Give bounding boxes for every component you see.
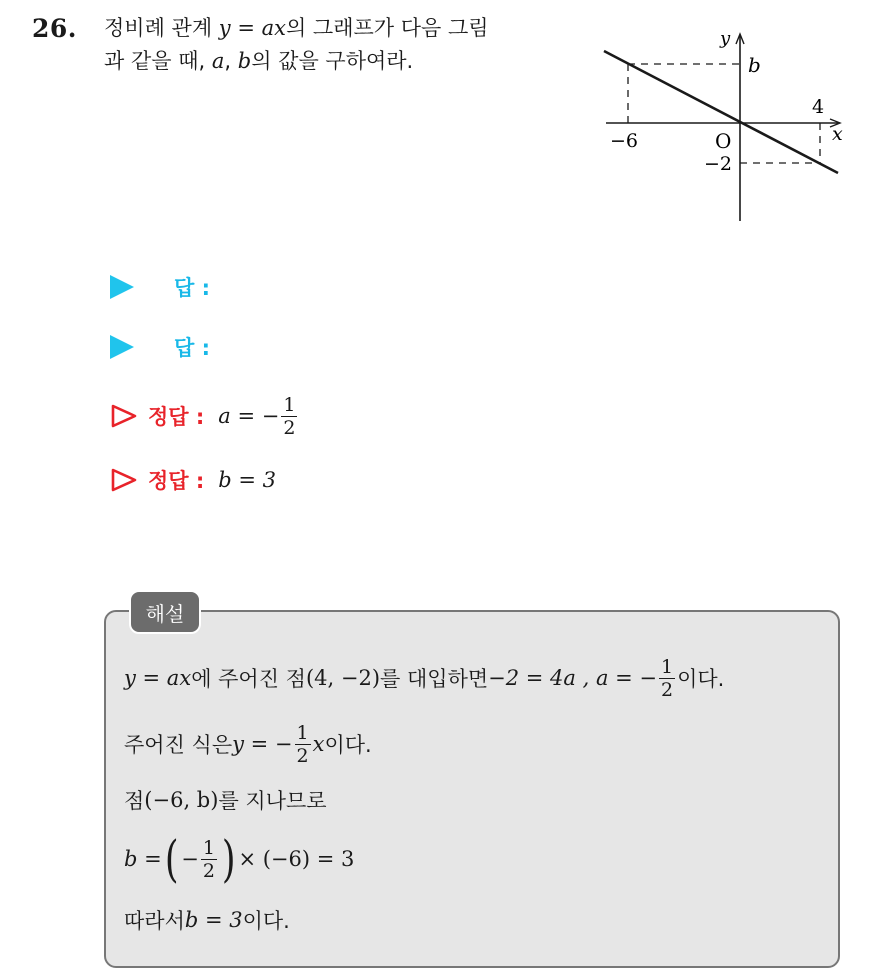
origin-label: O — [715, 129, 732, 153]
outline-arrow-icon — [110, 467, 138, 493]
y-neg-label: −2 — [704, 153, 733, 175]
explanation-tab: 해설 — [129, 590, 201, 634]
x-pos-label: 4 — [812, 96, 825, 118]
answer-label: 답 : — [174, 276, 210, 300]
correct-label: 정답 : — [148, 469, 205, 493]
fraction: $\frac{1}{2}$ — [296, 721, 309, 767]
question-line-2: 과 같을 때, a, b의 값을 구하여라. — [104, 49, 414, 73]
proportion-graph — [596, 26, 856, 226]
x-axis-label: x — [832, 123, 843, 145]
correct-answer-a: a = − $\frac{1}{2}$ — [218, 393, 296, 439]
fraction: $\frac{1}{2}$ — [202, 836, 215, 882]
x-neg-label: −6 — [610, 130, 639, 152]
answer-label: 답 : — [174, 336, 210, 360]
y-axis-label: y — [720, 28, 731, 49]
correct-answer-row-2 — [110, 460, 276, 500]
outline-arrow-icon — [110, 403, 138, 429]
answer-row-1 — [110, 267, 210, 307]
question-number: 26. — [32, 14, 77, 43]
explanation-line-2: 주어진 식은 y = − $\frac{1}{2}$ x 이다. — [124, 721, 372, 767]
question-text — [104, 12, 574, 78]
explanation-line-5: 따라서 b = 3 이다. — [124, 908, 290, 933]
correct-answer-row-1 — [110, 390, 299, 442]
correct-answer-b: b = 3 — [218, 468, 277, 492]
correct-label: 정답 : — [148, 405, 205, 429]
play-arrow-icon — [110, 335, 134, 359]
explanation-line-1: y = ax 에 주어진 점 (4, −2) 를 대입하면 −2 = 4a , a = − $\frac{1}{2}$ 이다. — [124, 655, 725, 701]
explanation-line-4: b = ( − $\frac{1}{2}$ ) × (−6) = 3 — [124, 830, 355, 888]
explanation-line-3: 점 (−6, b) 를 지나므로 — [124, 788, 327, 813]
fraction: $\frac{1}{2}$ — [661, 655, 674, 701]
play-arrow-icon — [110, 275, 134, 299]
fraction: $\frac{1}{2}$ — [283, 393, 296, 439]
answer-row-2 — [110, 327, 210, 367]
b-label: b — [748, 53, 761, 77]
question-line-1: 정비례 관계 y = ax의 그래프가 다음 그림 — [104, 16, 489, 40]
